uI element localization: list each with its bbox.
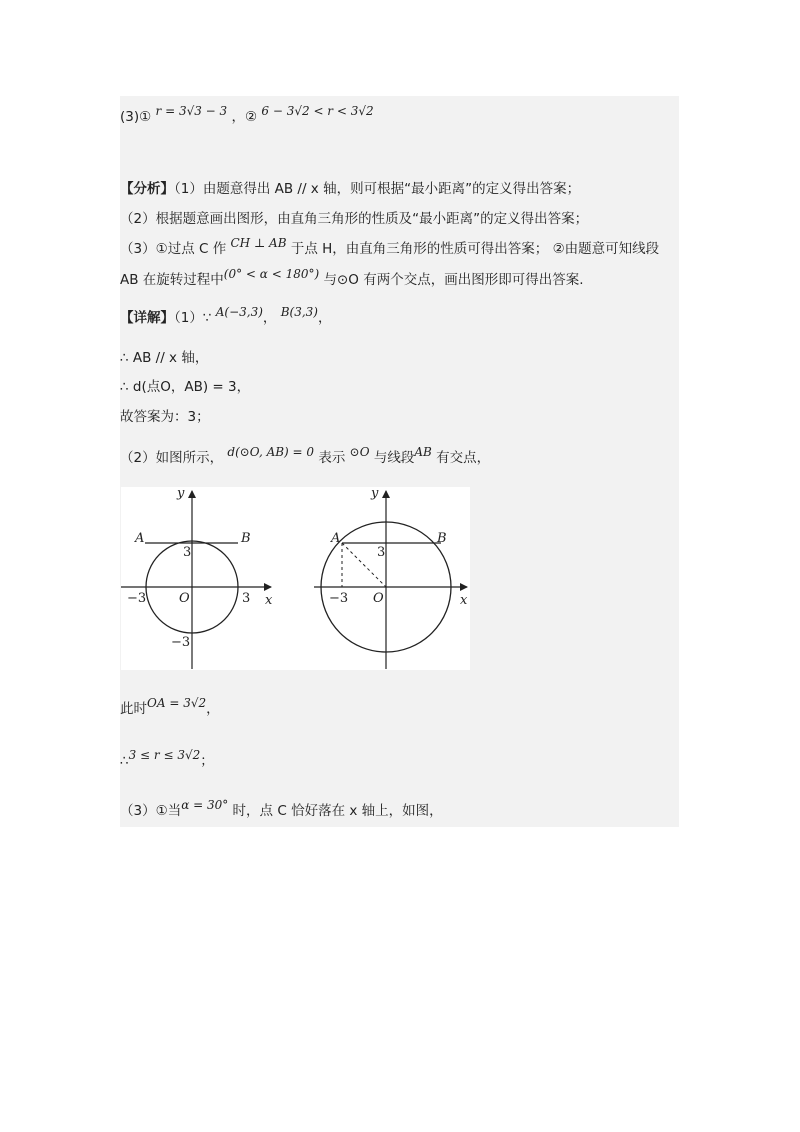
figures-svg <box>121 487 470 670</box>
analysis-text-3b: 于点 H，由直角三角形的性质可得出答案； ②由题意可知线段 <box>286 241 660 257</box>
answer-r-formula: r = 3√3 − 3 <box>155 104 228 118</box>
oa-length: OA = 3√2 <box>147 696 207 710</box>
detail-text-5d: 有交点， <box>431 450 491 466</box>
detail-line-1 <box>120 305 332 327</box>
right-x-tick-neg3: −3 <box>329 591 349 606</box>
right-y-tick-3: 3 <box>377 545 386 560</box>
detail-line-5 <box>120 445 491 467</box>
separator: ； <box>200 753 214 769</box>
detail-line-4: 故答案为：3； <box>120 409 210 425</box>
r-range: 3 ≤ r ≤ 3√2 <box>128 748 201 762</box>
circle-o-symbol: ⊙O <box>349 445 370 459</box>
detail-line-3: ∴ d(点O，AB) = 3， <box>120 379 251 395</box>
left-origin-label: O <box>179 591 190 606</box>
detail-text-8b: 时，点 C 恰好落在 x 轴上，如图， <box>228 803 443 819</box>
separator: ，② <box>231 109 258 125</box>
detail-text-6a: 此时 <box>120 701 147 717</box>
distance-formula: d(⊙O, AB) = 0 <box>227 445 315 459</box>
analysis-text-1: （1）由题意得出 AB // x 轴，则可根据“最小距离”的定义得出答案； <box>174 181 581 197</box>
part3-answer <box>120 104 374 126</box>
analysis-tag: 【分析】 <box>120 181 174 197</box>
detail-text-1: （1）∵ <box>174 310 212 326</box>
right-origin-label: O <box>373 591 384 606</box>
therefore-symbol: ∴ <box>120 753 129 769</box>
analysis-math-perp: CH ⊥ AB <box>230 236 287 250</box>
detail-line-2: ∴ AB // x 轴， <box>120 350 209 366</box>
left-label-b: B <box>241 531 251 546</box>
detail-text-5a: （2）如图所示， <box>120 450 224 466</box>
left-y-tick-neg3: −3 <box>171 635 191 650</box>
analysis-text-4b: 与⊙O 有两个交点，画出图形即可得出答案. <box>319 272 584 288</box>
left-y-label: y <box>177 487 185 501</box>
left-label-a: A <box>135 531 145 546</box>
detail-line-8 <box>120 798 443 820</box>
left-x-tick-3: 3 <box>242 591 251 606</box>
separator: ， <box>317 310 332 326</box>
coordinate-figures <box>121 487 470 670</box>
figure-right <box>314 487 468 669</box>
analysis-line-2: （2）根据题意画出图形，由直角三角形的性质及“最小距离”的定义得出答案； <box>120 211 589 227</box>
right-label-a: A <box>331 531 341 546</box>
analysis-line-1 <box>120 180 580 198</box>
point-a-coords: A(−3,3) <box>215 305 263 319</box>
figure-left <box>121 487 273 669</box>
separator: ， <box>262 310 277 326</box>
detail-text-5c: 与线段 <box>369 450 415 466</box>
part3-label: (3)① <box>120 109 152 125</box>
analysis-text-3a: （3）①过点 C 作 <box>120 241 231 257</box>
right-y-label: y <box>371 487 379 501</box>
left-x-label: x <box>265 593 273 608</box>
analysis-line-4 <box>120 267 584 289</box>
detail-line-6 <box>120 696 220 718</box>
alpha-value: α = 30° <box>181 798 229 812</box>
point-b-coords: B(3,3) <box>280 305 318 319</box>
analysis-math-angle: (0° < α < 180°) <box>223 267 320 281</box>
analysis-line-3 <box>120 236 660 258</box>
detail-line-7 <box>120 748 214 770</box>
right-label-b: B <box>437 531 447 546</box>
left-x-tick-neg3: −3 <box>127 591 147 606</box>
segment-ab-symbol: AB <box>414 445 432 459</box>
detail-text-8a: （3）①当 <box>120 803 182 819</box>
left-y-tick-3: 3 <box>183 545 192 560</box>
detail-text-5b: 表示 <box>314 450 350 466</box>
separator: ， <box>206 701 220 717</box>
analysis-text-4a: AB 在旋转过程中 <box>120 272 224 288</box>
answer-r-range: 6 − 3√2 < r < 3√2 <box>261 104 374 118</box>
right-x-label: x <box>460 593 468 608</box>
detail-tag: 【详解】 <box>120 310 174 326</box>
